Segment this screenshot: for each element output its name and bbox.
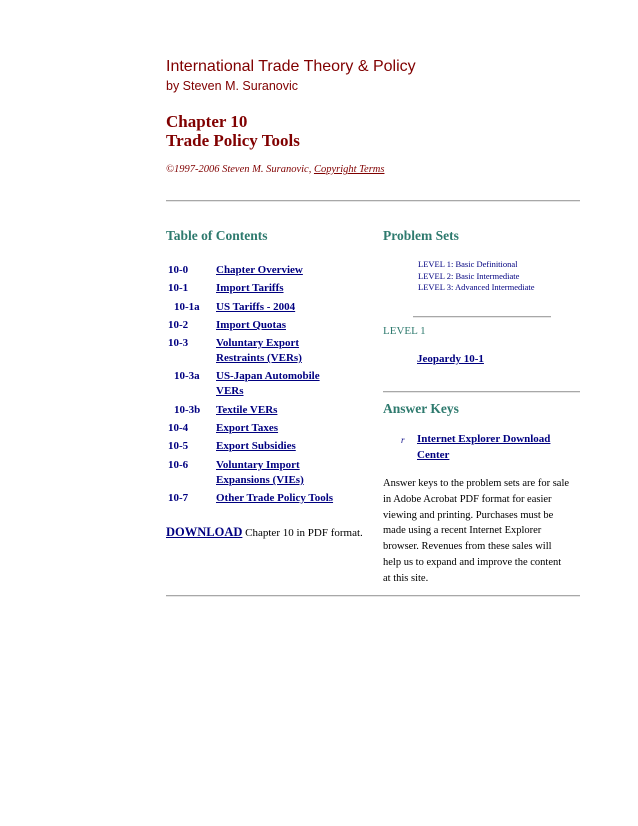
- toc-link-voluntary-import-expansions[interactable]: Voluntary Import Expansions (VIEs): [216, 459, 304, 486]
- toc-link-export-taxes[interactable]: Export Taxes: [216, 422, 279, 434]
- toc-item-number: 10-7: [168, 492, 189, 504]
- toc-item-number: 10-2: [168, 319, 189, 331]
- toc-link-us-tariffs-2004[interactable]: US Tariffs - 2004: [216, 301, 296, 313]
- toc-item-number: 10-5: [168, 440, 189, 452]
- book-title: International Trade Theory & Policy: [166, 58, 416, 75]
- toc-link-textile-vers[interactable]: Textile VERs: [216, 404, 278, 416]
- description-line: at this site.: [383, 572, 429, 584]
- toc-link-import-tariffs[interactable]: Import Tariffs: [216, 282, 284, 294]
- toc-item-number: 10-4: [168, 422, 189, 434]
- top-divider: [166, 200, 580, 202]
- chapter-title: Trade Policy Tools: [166, 131, 300, 150]
- problem-sets-heading: Problem Sets: [383, 228, 459, 243]
- download-line: [166, 525, 363, 540]
- toc-item-number: 10-3: [168, 337, 189, 349]
- answer-keys-description: [383, 476, 569, 587]
- description-line: browser. Revenues from these sales will: [383, 541, 552, 553]
- toc-link-other-trade-policy-tools[interactable]: Other Trade Policy Tools: [216, 492, 334, 504]
- download-pdf-link[interactable]: DOWNLOAD: [166, 525, 243, 539]
- problem-levels-list: [418, 259, 535, 294]
- author-line: by Steven M. Suranovic: [166, 79, 299, 93]
- level-1-item: LEVEL 1: Basic Definitional: [418, 259, 518, 269]
- copyright-line: [166, 164, 384, 175]
- level-3-item: LEVEL 3: Advanced Intermediate: [418, 282, 535, 292]
- jeopardy-10-1-link[interactable]: Jeopardy 10-1: [417, 353, 484, 365]
- description-line: viewing and printing. Purchases must be: [383, 509, 554, 521]
- description-line: Answer keys to the problem sets are for sale: [383, 478, 570, 489]
- chapter-number: Chapter 10: [166, 112, 248, 131]
- toc-item-number: 10-1: [168, 282, 189, 294]
- toc-item-number: 10-3b: [174, 404, 201, 416]
- toc-link-voluntary-export-restraints[interactable]: Voluntary Export Restraints (VERs): [216, 337, 302, 364]
- toc-item-number: 10-1a: [174, 301, 200, 313]
- description-line: help us to expand and improve the content: [383, 556, 562, 568]
- toc-heading: Table of Contents: [166, 228, 268, 243]
- ie-download-center-link[interactable]: Internet Explorer Download Center: [417, 433, 551, 461]
- level-2-item: LEVEL 2: Basic Intermediate: [418, 270, 520, 281]
- copyright-text: ©1997-2006 Steven M. Suranovic,: [166, 164, 312, 175]
- toc-link-chapter-overview[interactable]: Chapter Overview: [216, 264, 303, 276]
- copyright-terms-link[interactable]: Copyright Terms: [313, 164, 385, 175]
- toc-link-us-japan-automobile-vers[interactable]: US-Japan Automobile VERs: [216, 370, 320, 397]
- toc-link-export-subsidies[interactable]: Export Subsidies: [216, 440, 296, 452]
- toc-item-number: 10-0: [168, 264, 189, 276]
- toc-link-import-quotas[interactable]: Import Quotas: [216, 319, 286, 331]
- bullet-icon: r: [401, 435, 405, 445]
- download-description: Chapter 10 in PDF format.: [245, 527, 363, 539]
- toc-item-number: 10-3a: [174, 370, 200, 382]
- description-line: made using a recent Internet Explorer: [383, 525, 542, 537]
- toc-item-number: 10-6: [168, 459, 189, 471]
- description-line: in Adobe Acrobat PDF format for easier: [383, 493, 552, 505]
- bottom-divider: [166, 595, 580, 597]
- levels-divider: [413, 316, 551, 318]
- level-1-heading: LEVEL 1: [383, 325, 426, 337]
- answer-keys-divider: [383, 391, 580, 393]
- answer-keys-heading: Answer Keys: [383, 401, 459, 416]
